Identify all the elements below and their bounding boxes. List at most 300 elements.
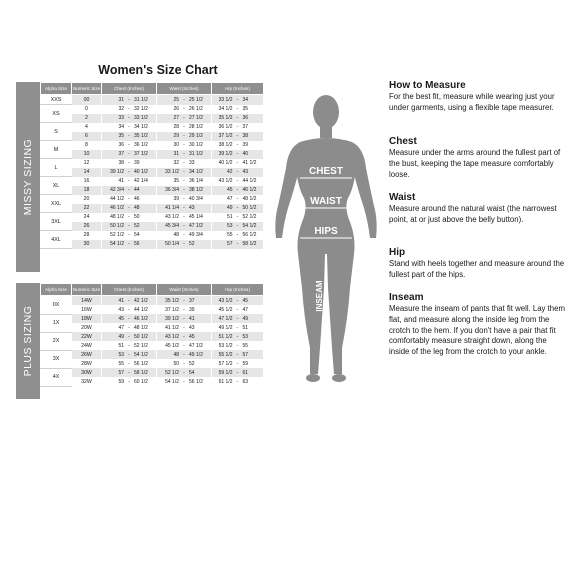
chest-range-cell	[102, 240, 157, 249]
range-min: 53 1/2	[218, 342, 233, 349]
numeric-size-cell: 6	[72, 132, 102, 141]
range-max: 58 1/2	[242, 241, 257, 247]
range-min: 43 1/2	[165, 333, 179, 340]
figure-right-arm	[352, 142, 377, 238]
numeric-size-cell: 22W	[72, 332, 102, 341]
range-max: 39	[189, 306, 195, 313]
waist-range-cell	[157, 186, 212, 195]
range-min: 45 1/2	[218, 306, 233, 313]
numeric-size-cell: 18W	[72, 314, 102, 323]
hip-range-cell	[212, 195, 264, 204]
waist-range-cell	[157, 132, 212, 141]
range-min: 51	[118, 342, 124, 349]
range-max: 48 1/2	[134, 324, 148, 331]
range-dash: -	[183, 223, 185, 229]
range-min: 39 1/2	[218, 151, 233, 157]
range-min: 54 1/2	[110, 241, 124, 247]
numeric-size-cell: 10	[72, 150, 102, 159]
range-min: 41 1/4	[165, 205, 179, 211]
range-max: 34	[242, 96, 249, 103]
waist-range-cell	[157, 123, 212, 132]
figure-right-foot	[332, 374, 346, 382]
range-max: 49 3/4	[189, 232, 203, 238]
range-max: 47 1/2	[189, 223, 203, 229]
range-min: 41	[118, 178, 124, 184]
waist-range-cell	[157, 195, 212, 204]
range-dash: -	[236, 315, 239, 322]
range-min: 43 1/2	[165, 214, 179, 220]
chest-range-cell	[102, 296, 157, 306]
chest-range-cell	[102, 222, 157, 231]
range-min: 41	[118, 297, 124, 304]
range-min: 50	[173, 360, 179, 367]
range-max: 29 1/2	[189, 133, 203, 139]
range-min: 36 3/4	[165, 187, 179, 193]
range-min: 59 1/2	[218, 369, 233, 376]
table-row	[41, 95, 264, 105]
range-min: 37	[118, 151, 124, 157]
table-row	[41, 350, 264, 359]
range-max: 30 1/2	[189, 142, 203, 148]
range-min: 52 1/2	[110, 232, 124, 238]
range-dash: -	[236, 169, 239, 175]
range-min: 47	[118, 324, 124, 331]
waist-range-cell	[157, 95, 212, 105]
table-row	[41, 159, 264, 168]
alpha-size-cell: S	[41, 123, 72, 141]
range-dash: -	[183, 369, 185, 376]
alpha-size-cell: XXS	[41, 95, 72, 105]
range-dash: -	[183, 106, 185, 112]
chart-title: Women's Size Chart	[98, 63, 218, 77]
range-min: 37 1/2	[165, 306, 179, 313]
range-min: 49	[226, 205, 233, 211]
range-dash: -	[128, 133, 130, 139]
figure-left-arm	[275, 142, 300, 238]
range-max: 55	[242, 342, 249, 349]
range-dash: -	[236, 133, 239, 139]
range-max: 51	[242, 324, 249, 331]
range-dash: -	[128, 223, 130, 229]
missy-sizing-label: MISSY SIZING	[16, 82, 40, 272]
alpha-size-cell: M	[41, 141, 72, 159]
range-dash: -	[128, 324, 130, 331]
range-min: 38	[118, 160, 124, 166]
range-max: 46 1/2	[134, 315, 148, 322]
instruction-how-to-measure	[389, 80, 565, 114]
waist-range-cell	[157, 305, 212, 314]
range-dash: -	[183, 342, 185, 349]
table-row	[41, 150, 264, 159]
range-dash: -	[183, 115, 185, 121]
table-row	[41, 105, 264, 114]
figure-left-foot	[306, 374, 320, 382]
range-dash: -	[183, 169, 185, 175]
range-max: 52 1/2	[242, 214, 257, 220]
range-dash: -	[128, 196, 130, 202]
hip-range-cell	[212, 168, 264, 177]
range-max: 37	[189, 297, 195, 304]
chest-range-cell	[102, 195, 157, 204]
instruction-heading: Inseam	[389, 292, 424, 303]
range-max: 36	[242, 115, 249, 121]
column-header: Chest (Inches)	[102, 284, 157, 296]
instruction-heading: How to Measure	[389, 80, 466, 91]
range-max: 54	[189, 369, 195, 376]
range-max: 48	[134, 205, 140, 211]
table-row	[41, 323, 264, 332]
table-row	[41, 132, 264, 141]
table-row	[41, 296, 264, 306]
table-header-row	[41, 284, 264, 296]
table-row	[41, 141, 264, 150]
instruction-heading: Waist	[389, 192, 416, 203]
alpha-size-cell: XXL	[41, 195, 72, 213]
hip-range-cell	[212, 186, 264, 195]
waist-range-cell	[157, 341, 212, 350]
range-min: 34 1/2	[218, 106, 233, 112]
range-max: 39	[242, 142, 249, 148]
range-dash: -	[128, 342, 130, 349]
alpha-size-cell: 1X	[41, 314, 72, 332]
range-max: 56 1/2	[242, 232, 257, 238]
range-max: 37	[242, 124, 249, 130]
range-dash: -	[183, 214, 185, 220]
range-max: 50 1/2	[242, 205, 257, 211]
chest-range-cell	[102, 177, 157, 186]
range-dash: -	[128, 96, 130, 103]
range-min: 32	[118, 106, 124, 112]
chest-range-cell	[102, 213, 157, 222]
figure-head	[313, 95, 339, 129]
waist-range-cell	[157, 314, 212, 323]
range-dash: -	[236, 214, 239, 220]
range-max: 53	[242, 333, 249, 340]
chest-range-cell	[102, 168, 157, 177]
range-dash: -	[236, 351, 239, 358]
numeric-size-cell: 30	[72, 240, 102, 249]
range-min: 61 1/2	[218, 378, 233, 385]
range-max: 54 1/2	[134, 351, 148, 358]
range-min: 54 1/2	[165, 378, 179, 385]
range-min: 55	[226, 232, 233, 238]
alpha-size-cell: XL	[41, 177, 72, 195]
waist-range-cell	[157, 177, 212, 186]
table-row	[41, 231, 264, 240]
range-max: 52	[134, 223, 140, 229]
range-dash: -	[128, 160, 130, 166]
range-max: 34 1/2	[189, 169, 203, 175]
hip-range-cell	[212, 204, 264, 213]
range-max: 46	[134, 196, 140, 202]
column-header: Hip (Inches)	[212, 83, 264, 95]
numeric-size-cell: 20	[72, 195, 102, 204]
numeric-size-cell: 16	[72, 177, 102, 186]
chest-range-cell	[102, 159, 157, 168]
range-dash: -	[183, 151, 185, 157]
chest-range-cell	[102, 95, 157, 105]
range-dash: -	[236, 124, 239, 130]
alpha-size-cell: 2X	[41, 332, 72, 350]
range-dash: -	[236, 160, 239, 166]
waist-range-cell	[157, 350, 212, 359]
hip-range-cell	[212, 150, 264, 159]
range-max: 50 1/2	[134, 333, 148, 340]
range-min: 48	[173, 232, 179, 238]
range-min: 38 1/2	[218, 142, 233, 148]
instruction-waist	[389, 192, 565, 226]
hip-range-cell	[212, 159, 264, 168]
waist-range-cell	[157, 377, 212, 386]
range-dash: -	[128, 315, 130, 322]
table-row	[41, 114, 264, 123]
range-min: 30	[173, 142, 179, 148]
hip-range-cell	[212, 240, 264, 249]
range-min: 51 1/2	[218, 333, 233, 340]
chest-range-cell	[102, 123, 157, 132]
range-min: 26	[173, 106, 179, 112]
range-min: 41 1/2	[165, 324, 179, 331]
range-dash: -	[183, 315, 185, 322]
hip-range-cell	[212, 231, 264, 240]
range-max: 38	[242, 133, 249, 139]
numeric-size-cell: 24	[72, 213, 102, 222]
range-dash: -	[183, 178, 185, 184]
range-min: 43	[118, 306, 124, 313]
range-min: 40 1/2	[218, 160, 233, 166]
hip-range-cell	[212, 332, 264, 341]
hip-range-cell	[212, 368, 264, 377]
range-min: 53	[118, 351, 124, 358]
numeric-size-cell: 0	[72, 105, 102, 114]
range-dash: -	[128, 306, 130, 313]
range-dash: -	[183, 351, 185, 358]
range-dash: -	[183, 205, 185, 211]
range-dash: -	[183, 187, 185, 193]
range-dash: -	[128, 333, 130, 340]
waist-range-cell	[157, 368, 212, 377]
range-max: 58 1/2	[134, 369, 148, 376]
instruction-text: Measure the inseam of pants that fit well. Lay them flat, and measure along the inside leg from the crotch to the hem. If you don't have a pair that fit comfortably measure straight down, along the inside of the leg from the crotch to your ankle.	[389, 304, 565, 357]
range-max: 41	[189, 315, 195, 322]
range-min: 36	[118, 142, 124, 148]
instruction-inseam	[389, 292, 565, 358]
numeric-size-cell: 2	[72, 114, 102, 123]
table-row	[41, 177, 264, 186]
body-figure-illustration	[270, 88, 382, 388]
range-dash: -	[128, 378, 130, 385]
range-min: 55	[118, 360, 124, 367]
range-dash: -	[128, 360, 130, 367]
range-dash: -	[236, 378, 239, 385]
range-max: 44	[134, 187, 140, 193]
instruction-heading: Chest	[389, 136, 417, 147]
range-min: 43 1/2	[218, 178, 233, 184]
range-dash: -	[128, 351, 130, 358]
alpha-size-cell: 3XL	[41, 213, 72, 231]
range-min: 37 1/2	[218, 133, 233, 139]
range-min: 35	[173, 178, 179, 184]
range-min: 48 1/2	[110, 214, 124, 220]
range-max: 45	[189, 333, 195, 340]
range-min: 47	[226, 196, 233, 202]
table-row	[41, 240, 264, 249]
range-dash: -	[128, 142, 130, 148]
range-dash: -	[236, 360, 239, 367]
range-dash: -	[183, 232, 185, 238]
instruction-heading: Hip	[389, 247, 406, 258]
range-min: 31	[173, 151, 179, 157]
instruction-text: Measure under the arms around the fullest part of the bust, keeping the tape measure comfortably loose.	[389, 148, 561, 179]
range-min: 45 1/2	[165, 342, 179, 349]
range-max: 31 1/2	[189, 151, 203, 157]
waist-range-cell	[157, 359, 212, 368]
table-row	[41, 123, 264, 132]
chest-range-cell	[102, 150, 157, 159]
range-max: 40	[242, 151, 249, 157]
range-dash: -	[128, 115, 130, 121]
waist-range-cell	[157, 150, 212, 159]
hip-range-cell	[212, 296, 264, 306]
range-dash: -	[183, 196, 185, 202]
numeric-size-cell: 20W	[72, 323, 102, 332]
range-max: 60 1/2	[134, 378, 148, 385]
numeric-size-cell: 12	[72, 159, 102, 168]
chest-range-cell	[102, 132, 157, 141]
range-dash: -	[236, 241, 239, 247]
hips-label: HIPS	[314, 226, 338, 237]
range-dash: -	[183, 160, 185, 166]
range-dash: -	[236, 324, 239, 331]
range-dash: -	[236, 205, 239, 211]
range-min: 33 1/2	[165, 169, 179, 175]
range-max: 40 1/2	[134, 169, 148, 175]
range-max: 33 1/2	[134, 115, 148, 121]
range-min: 52 1/2	[165, 369, 179, 376]
range-dash: -	[236, 106, 239, 112]
chest-range-cell	[102, 359, 157, 368]
numeric-size-cell: 14	[72, 168, 102, 177]
range-max: 28 1/2	[189, 124, 203, 130]
inseam-label: INSEAM	[315, 280, 324, 312]
range-min: 50 1/4	[165, 241, 179, 247]
range-max: 44 1/2	[242, 178, 257, 184]
range-dash: -	[236, 96, 239, 103]
range-min: 46 1/2	[110, 205, 124, 211]
numeric-size-cell: 28	[72, 231, 102, 240]
range-min: 39 1/2	[165, 315, 179, 322]
instruction-chest	[389, 136, 565, 180]
range-dash: -	[128, 106, 130, 112]
range-max: 26 1/2	[189, 106, 203, 112]
waist-range-cell	[157, 114, 212, 123]
range-dash: -	[128, 187, 130, 193]
numeric-size-cell: 8	[72, 141, 102, 150]
range-dash: -	[236, 369, 239, 376]
alpha-size-cell: 4X	[41, 368, 72, 386]
hip-range-cell	[212, 114, 264, 123]
chest-label: CHEST	[309, 166, 343, 177]
chest-range-cell	[102, 350, 157, 359]
range-dash: -	[183, 324, 185, 331]
range-dash: -	[183, 297, 185, 304]
waist-range-cell	[157, 168, 212, 177]
hip-range-cell	[212, 359, 264, 368]
range-max: 45	[242, 297, 249, 304]
alpha-size-cell: L	[41, 159, 72, 177]
table-header-row	[41, 83, 264, 95]
hip-range-cell	[212, 123, 264, 132]
range-min: 36 1/2	[218, 124, 233, 130]
range-dash: -	[183, 333, 185, 340]
range-min: 39	[173, 196, 179, 202]
range-max: 52	[189, 241, 195, 247]
range-max: 34 1/2	[134, 124, 148, 130]
range-min: 55 1/2	[218, 351, 233, 358]
table-row	[41, 314, 264, 323]
alpha-size-cell: 3X	[41, 350, 72, 368]
chest-range-cell	[102, 186, 157, 195]
chest-range-cell	[102, 231, 157, 240]
numeric-size-cell: 28W	[72, 359, 102, 368]
column-header: Alpha Size	[41, 83, 72, 95]
range-min: 45	[226, 187, 233, 193]
range-dash: -	[128, 214, 130, 220]
hip-range-cell	[212, 305, 264, 314]
range-max: 25 1/2	[189, 96, 203, 103]
waist-range-cell	[157, 332, 212, 341]
range-max: 49 1/2	[189, 351, 203, 358]
range-max: 52 1/2	[134, 342, 148, 349]
table-row	[41, 204, 264, 213]
numeric-size-cell: 00	[72, 95, 102, 105]
range-max: 52	[189, 360, 195, 367]
hip-range-cell	[212, 323, 264, 332]
range-max: 39	[134, 160, 140, 166]
hip-range-cell	[212, 350, 264, 359]
alpha-size-cell: 0X	[41, 296, 72, 315]
range-min: 35 1/2	[218, 115, 233, 121]
range-min: 42	[226, 169, 233, 175]
hip-range-cell	[212, 213, 264, 222]
range-max: 63	[242, 378, 249, 385]
alpha-size-cell: 4XL	[41, 231, 72, 249]
instruction-text: Stand with heels together and measure around the fullest part of the hips.	[389, 259, 565, 279]
chest-range-cell	[102, 114, 157, 123]
range-max: 44 1/2	[134, 306, 148, 313]
range-dash: -	[183, 306, 185, 313]
instruction-text: Measure around the natural waist (the narrowest point, at or just above the belly button).	[389, 204, 557, 224]
hip-range-cell	[212, 95, 264, 105]
range-dash: -	[236, 342, 239, 349]
range-min: 59	[118, 378, 124, 385]
range-dash: -	[236, 333, 239, 340]
range-max: 48 1/2	[242, 196, 257, 202]
range-min: 42 3/4	[110, 187, 124, 193]
table-row	[41, 305, 264, 314]
range-dash: -	[183, 142, 185, 148]
range-max: 27 1/2	[189, 115, 203, 121]
numeric-size-cell: 26W	[72, 350, 102, 359]
waist-range-cell	[157, 296, 212, 306]
numeric-size-cell: 22	[72, 204, 102, 213]
table-row	[41, 341, 264, 350]
range-max: 59	[242, 360, 249, 367]
chest-range-cell	[102, 204, 157, 213]
column-header: Alpha Size	[41, 284, 72, 296]
range-dash: -	[183, 124, 185, 130]
waist-range-cell	[157, 105, 212, 114]
